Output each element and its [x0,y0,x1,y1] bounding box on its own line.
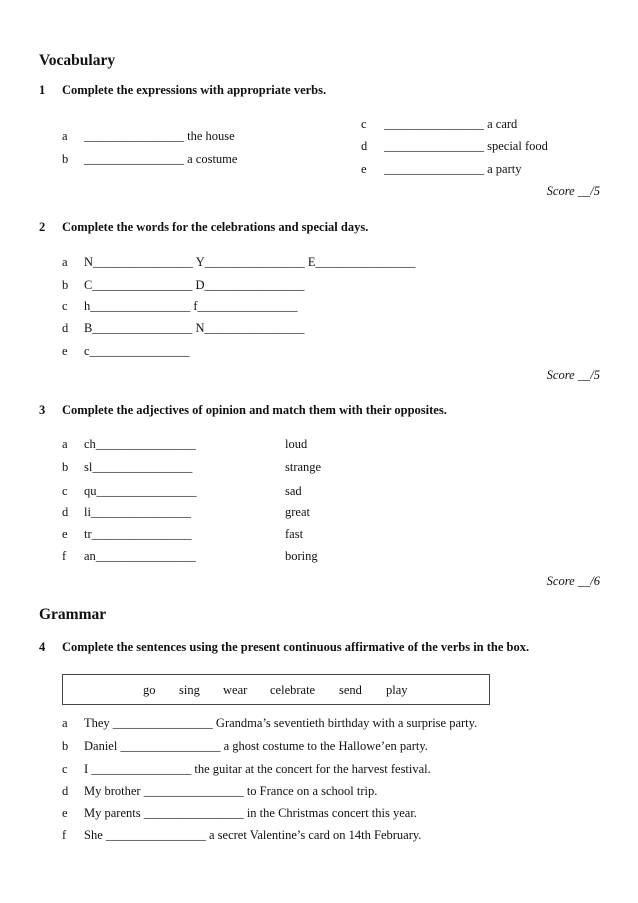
item-text: ________________ the house [84,129,235,143]
opposite-word: fast [285,527,304,541]
item-letter: d [62,505,69,519]
item-text: C________________ D________________ [84,278,305,292]
item-letter: c [62,299,68,313]
item-letter: a [62,437,68,451]
box-word: celebrate [270,683,316,697]
question-number: 2 [39,220,46,234]
score-label: Score __/5 [546,368,600,382]
item-letter: d [62,784,69,798]
item-letter: e [361,162,367,176]
item-text: li________________ [84,505,191,519]
item-letter: a [62,716,68,730]
item-letter: f [62,549,67,563]
box-word: sing [179,683,200,697]
box-word: play [386,683,408,697]
item-text: sl________________ [84,460,193,474]
item-text: B________________ N________________ [84,321,305,335]
word-box [62,674,490,705]
item-letter: c [361,117,367,131]
item-letter: a [62,255,68,269]
item-text: qu________________ [84,484,197,498]
item-letter: d [62,321,69,335]
item-text: My brother ________________ to France on a school trip. [84,784,378,798]
item-letter: b [62,278,69,292]
item-text: My parents ________________ in the Christmas concert this year. [84,806,417,820]
item-text: They ________________ Grandma’s seventieth birthday with a surprise party. [84,716,478,730]
opposite-word: boring [285,549,318,563]
item-text: ________________ a party [384,162,522,176]
question-number: 1 [39,83,46,97]
section-heading-grammar: Grammar [39,606,107,623]
item-letter: c [62,484,68,498]
box-word: send [339,683,362,697]
opposite-word: great [285,505,310,519]
opposite-word: sad [285,484,302,498]
opposite-word: strange [285,460,322,474]
question-instruction: Complete the words for the celebrations and special days. [62,220,369,234]
item-letter: e [62,344,68,358]
section-heading-vocabulary: Vocabulary [39,52,116,69]
question-number: 3 [39,403,46,417]
question-instruction: Complete the adjectives of opinion and match them with their opposites. [62,403,447,417]
box-word: go [143,683,156,697]
item-letter: b [62,152,69,166]
item-text: I ________________ the guitar at the concert for the harvest festival. [84,762,431,776]
item-letter: c [62,762,68,776]
box-word: wear [223,683,248,697]
item-letter: b [62,460,69,474]
item-text: Daniel ________________ a ghost costume to the Hallowe’en party. [84,739,428,753]
item-letter: a [62,129,68,143]
item-text: ________________ special food [384,139,548,153]
opposite-word: loud [285,437,308,451]
item-letter: d [361,139,368,153]
question-instruction: Complete the sentences using the present continuous affirmative of the verbs in the box. [62,640,530,654]
question-instruction: Complete the expressions with appropriate verbs. [62,83,327,97]
score-label: Score __/5 [546,184,600,198]
item-text: c________________ [84,344,190,358]
item-text: ________________ a card [384,117,518,131]
item-text: an________________ [84,549,196,563]
item-text: tr________________ [84,527,192,541]
item-text: h________________ f________________ [84,299,298,313]
item-letter: e [62,527,68,541]
item-letter: f [62,828,67,842]
item-text: ch________________ [84,437,196,451]
item-text: She ________________ a secret Valentine’s card on 14th February. [84,828,422,842]
score-label: Score __/6 [546,574,600,588]
item-text: N________________ Y________________ E________________ [84,255,416,269]
item-letter: b [62,739,69,753]
item-letter: e [62,806,68,820]
question-number: 4 [39,640,46,654]
item-text: ________________ a costume [84,152,238,166]
